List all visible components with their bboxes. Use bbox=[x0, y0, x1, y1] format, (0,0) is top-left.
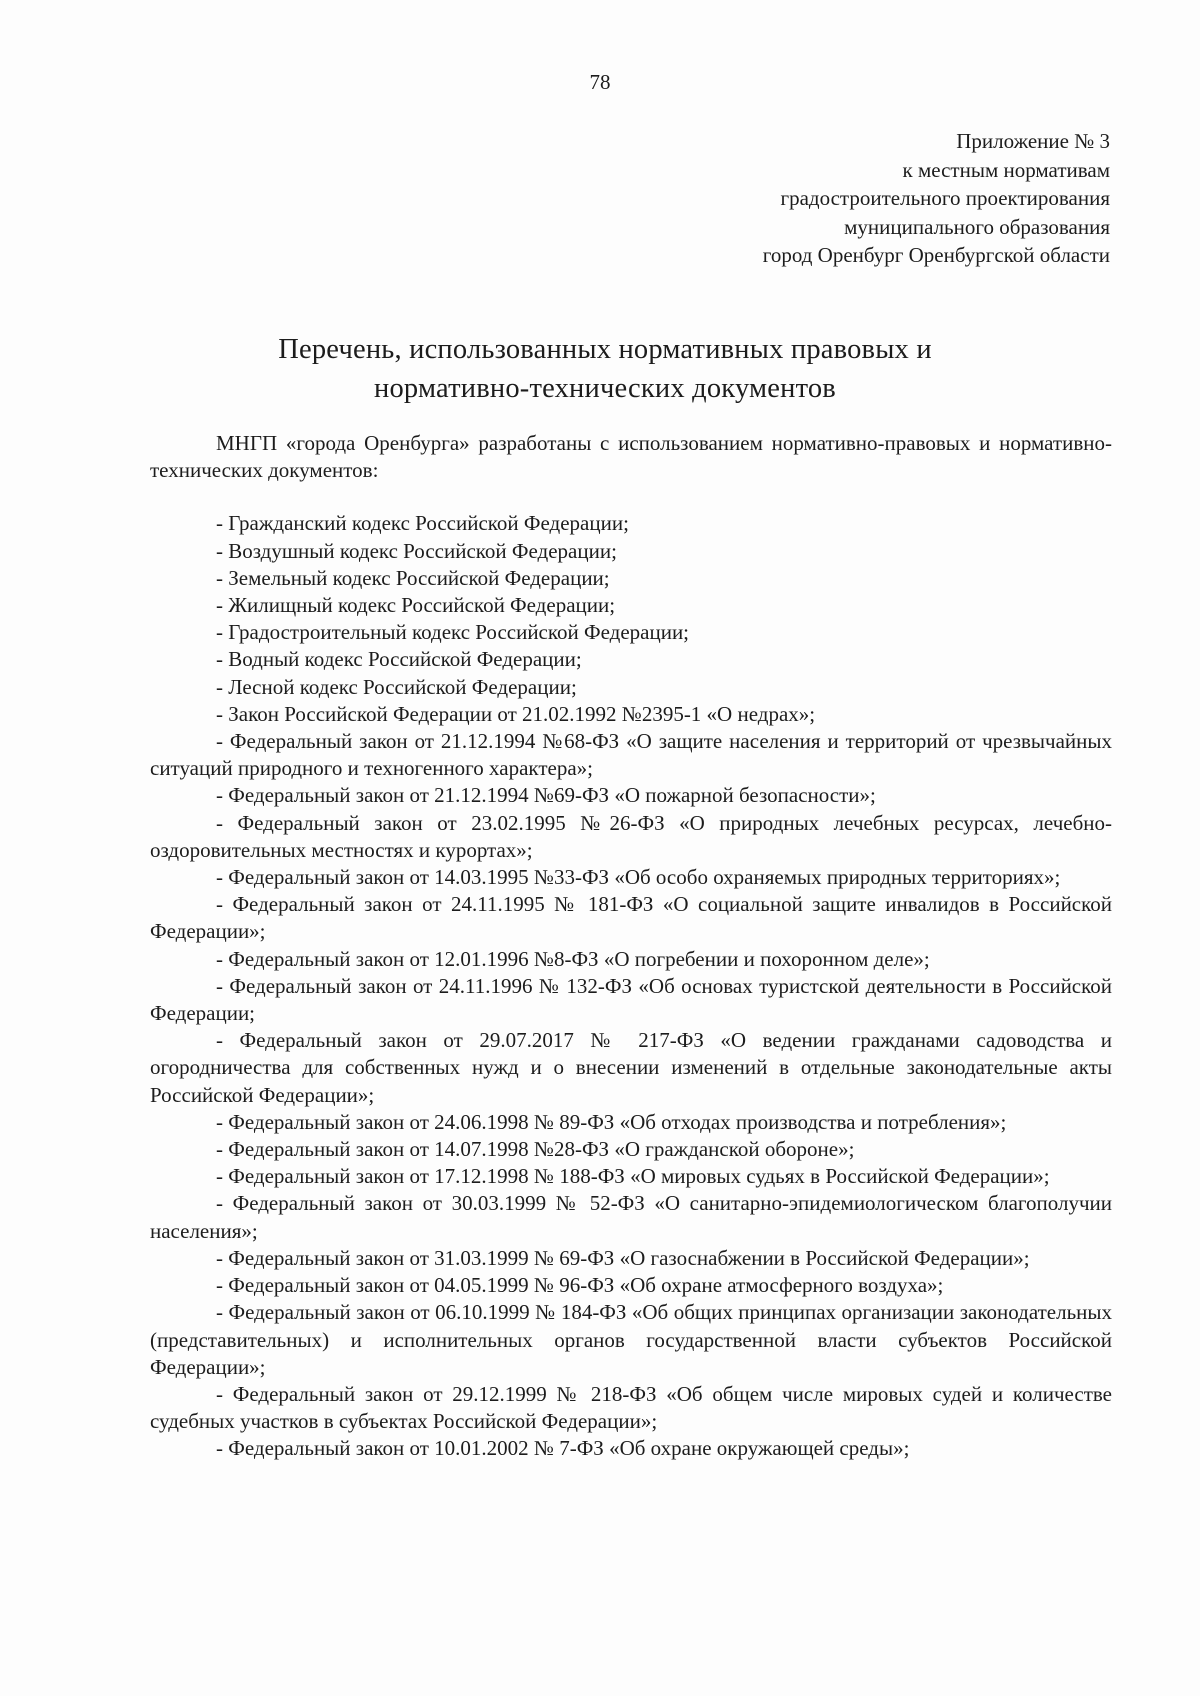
list-item: - Федеральный закон от 29.12.1999 № 218-ФЗ «Об общем числе мировых судей и количестве судебных участков в субъектах Российской Федерации»; bbox=[150, 1381, 1112, 1434]
appendix-line: город Оренбург Оренбургской области bbox=[762, 243, 1110, 267]
list-item: - Федеральный закон от 04.05.1999 № 96-ФЗ «Об охране атмосферного воздуха»; bbox=[216, 1273, 944, 1298]
page-number: 78 bbox=[589, 70, 611, 94]
list-item: - Федеральный закон от 06.10.1999 № 184-ФЗ «Об общих принципах организации законодательных (представительных) и исполнительных органов государственной власти субъектов Российской Федерации»; bbox=[150, 1300, 1112, 1379]
list-item: - Федеральный закон от 14.03.1995 №33-ФЗ «Об особо охраняемых природных территориях»; bbox=[216, 865, 1061, 890]
appendix-line: градостроительного проектирования bbox=[780, 186, 1110, 210]
appendix-line: к местным нормативам bbox=[902, 157, 1110, 182]
list-item: - Градостроительный кодекс Российской Федерации; bbox=[216, 620, 690, 645]
intro-paragraph: МНГП «города Оренбурга» разработаны с использованием нормативно-правовых и нормативно-технических документов: bbox=[150, 431, 1112, 483]
appendix-line: Приложение № 3 bbox=[956, 129, 1110, 153]
list-item: - Федеральный закон от 23.02.1995 №26-ФЗ «О природных лечебных ресурсах, лечебно-оздоровительных местностях и курортах»; bbox=[150, 810, 1112, 862]
list-item: - Федеральный закон от 14.07.1998 №28-ФЗ «О гражданской обороне»; bbox=[216, 1137, 855, 1162]
document-title-line: Перечень, использованных нормативных правовых и bbox=[278, 334, 932, 365]
document-title bbox=[150, 330, 1060, 408]
list-item: - Федеральный закон от 30.03.1999 № 52-ФЗ «О санитарно-эпидемиологическом благополучии населения»; bbox=[150, 1191, 1112, 1243]
list-item: - Федеральный закон от 31.03.1999 № 69-ФЗ «О газоснабжении в Российской Федерации»; bbox=[216, 1245, 1030, 1270]
document-body bbox=[150, 430, 1112, 1463]
list-item: - Федеральный закон от 24.11.1996 № 132-ФЗ «Об основах туристской деятельности в Российской Федерации; bbox=[150, 973, 1112, 1026]
document-title-line: нормативно-технических документов bbox=[374, 373, 836, 404]
document-list bbox=[150, 510, 1112, 1462]
list-item: - Воздушный кодекс Российской Федерации; bbox=[216, 538, 617, 563]
appendix-line: муниципального образования bbox=[844, 214, 1110, 239]
list-item: - Водный кодекс Российской Федерации; bbox=[216, 647, 582, 672]
appendix-header bbox=[550, 127, 1110, 270]
list-item: - Федеральный закон от 21.12.1994 №68-ФЗ «О защите населения и территорий от чрезвычайных ситуаций природного и техногенного характера»; bbox=[150, 729, 1112, 781]
list-item: - Федеральный закон от 24.11.1995 № 181-ФЗ «О социальной защите инвалидов в Российской Федерации»; bbox=[150, 892, 1112, 944]
list-item: - Федеральный закон от 10.01.2002 № 7-ФЗ «Об охране окружающей среды»; bbox=[216, 1436, 910, 1461]
list-item: - Федеральный закон от 24.06.1998 № 89-ФЗ «Об отходах производства и потребления»; bbox=[216, 1109, 1007, 1134]
list-item: - Федеральный закон от 17.12.1998 № 188-ФЗ «О мировых судьях в Российской Федерации»; bbox=[216, 1164, 1050, 1189]
list-item: - Закон Российской Федерации от 21.02.1992 №2395-1 «О недрах»; bbox=[216, 701, 816, 726]
list-item: - Земельный кодекс Российской Федерации; bbox=[216, 565, 610, 590]
list-item: - Федеральный закон от 29.07.2017 № 217-ФЗ «О ведении гражданами садоводства и огородничества для собственных нужд и о внесении изменений в отдельные законодательные акты Российской Федерации»; bbox=[150, 1028, 1112, 1107]
list-item: - Федеральный закон от 21.12.1994 №69-ФЗ «О пожарной безопасности»; bbox=[216, 783, 876, 808]
list-item: - Жилищный кодекс Российской Федерации; bbox=[216, 593, 616, 618]
list-item: - Федеральный закон от 12.01.1996 №8-ФЗ «О погребении и похоронном деле»; bbox=[216, 946, 930, 971]
list-item: - Лесной кодекс Российской Федерации; bbox=[216, 674, 577, 699]
list-item: - Гражданский кодекс Российской Федерации; bbox=[216, 511, 629, 536]
